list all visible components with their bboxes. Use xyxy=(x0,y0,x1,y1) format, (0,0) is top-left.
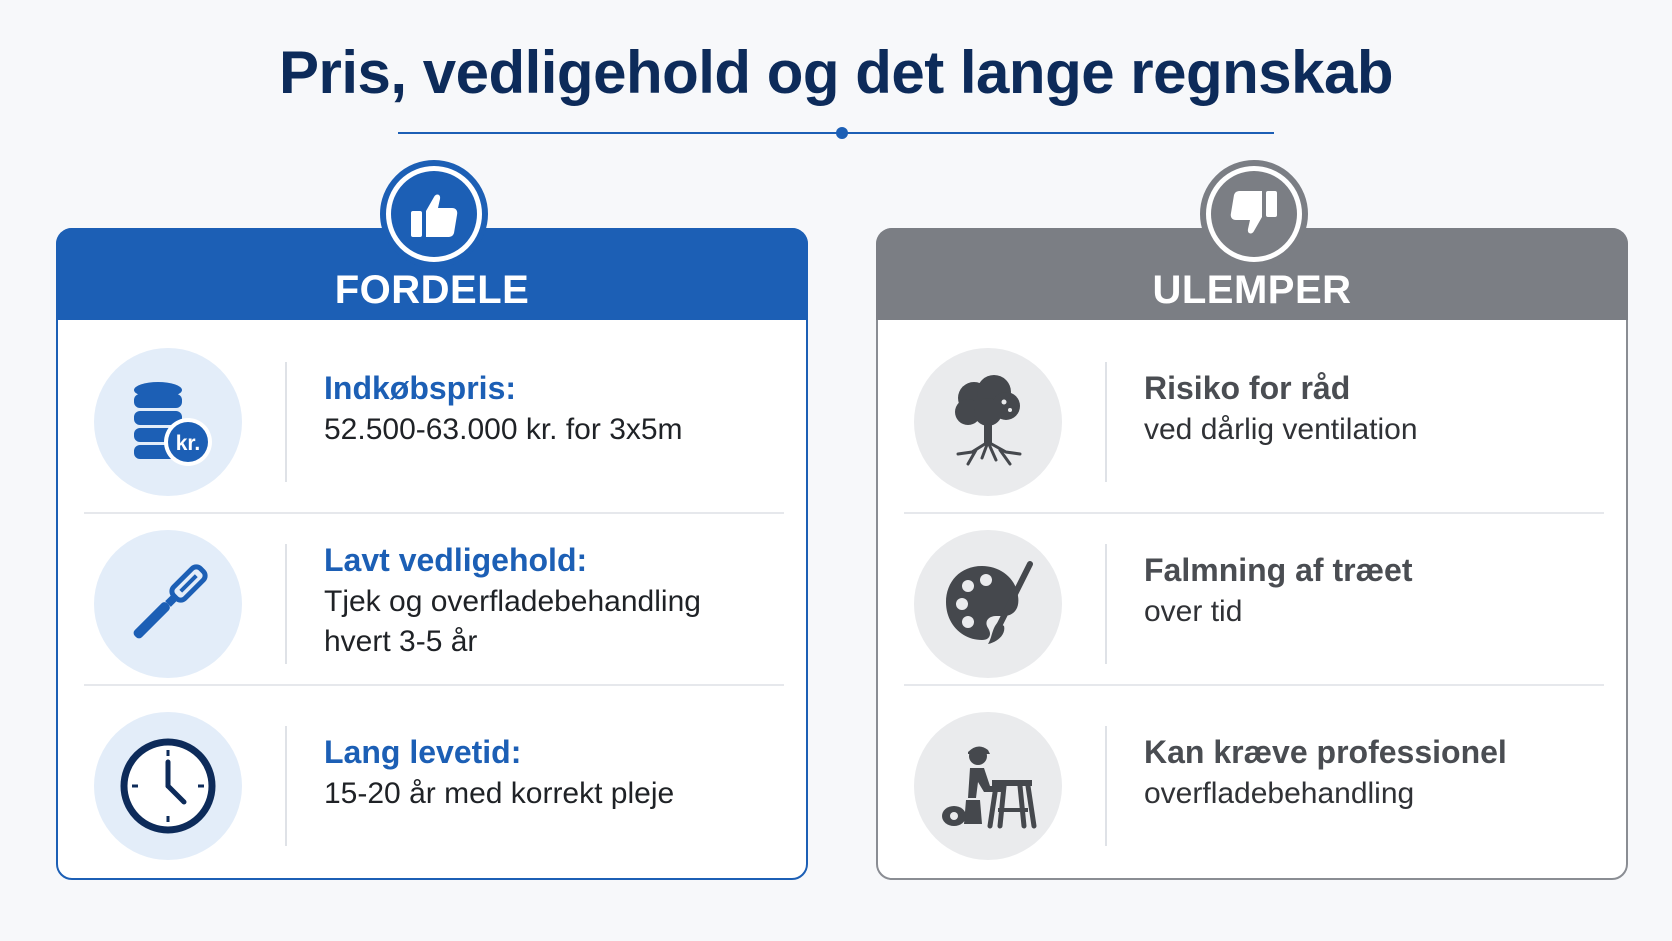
pros-item-desc: 52.500-63.000 kr. for 3x5m xyxy=(324,413,683,446)
divider xyxy=(1105,726,1107,846)
divider xyxy=(285,726,287,846)
divider xyxy=(1105,362,1107,482)
pros-item-heading: Indkøbspris: xyxy=(324,370,517,406)
cons-item-icon-circle xyxy=(914,348,1062,496)
pros-item-icon-circle xyxy=(94,530,242,678)
paint-palette-icon xyxy=(938,554,1038,654)
cons-item-heading: Falmning af træet xyxy=(1144,552,1413,588)
pros-header: FORDELE xyxy=(56,228,808,320)
title-underline-dot xyxy=(836,127,848,139)
pros-item-icon-circle xyxy=(94,348,242,496)
pros-item-desc-line-2: hvert 3-5 år xyxy=(324,625,478,658)
pros-item-desc: 15-20 år med korrekt pleje xyxy=(324,777,675,810)
thumbs-down-icon xyxy=(1227,187,1281,241)
pros-item-lifetime xyxy=(58,684,806,864)
thumbs-up-icon xyxy=(407,187,461,241)
pros-item-desc-line-1: Tjek og overfladebehandling xyxy=(324,585,701,618)
cons-item-icon-circle xyxy=(914,530,1062,678)
cons-panel xyxy=(876,228,1628,880)
pros-item-maintenance xyxy=(58,502,806,682)
cons-item-heading: Risiko for råd xyxy=(1144,370,1351,406)
cons-item-icon-circle xyxy=(914,712,1062,860)
cons-item-fading xyxy=(878,502,1626,682)
screwdriver-icon xyxy=(118,554,218,654)
divider xyxy=(285,544,287,664)
divider xyxy=(285,362,287,482)
coins-kr-icon xyxy=(118,372,218,472)
cons-header: ULEMPER xyxy=(876,228,1628,320)
cons-item-rot xyxy=(878,320,1626,500)
cons-item-desc: overfladebehandling xyxy=(1144,777,1415,810)
clock-icon xyxy=(118,736,218,836)
pros-panel xyxy=(56,228,808,880)
cons-item-desc: over tid xyxy=(1144,595,1243,628)
divider xyxy=(1105,544,1107,664)
cons-item-heading: Kan kræve professionel xyxy=(1144,734,1507,770)
cons-item-desc: ved dårlig ventilation xyxy=(1144,413,1418,446)
page-title: Pris, vedligehold og det lange regnskab xyxy=(278,39,1394,106)
rotting-tree-icon xyxy=(938,372,1038,472)
craftsman-icon xyxy=(938,736,1038,836)
pros-item-heading: Lang levetid: xyxy=(324,734,522,770)
pros-item-price xyxy=(58,320,806,500)
pros-badge xyxy=(380,160,488,268)
cons-item-professional xyxy=(878,684,1626,864)
pros-item-heading: Lavt vedligehold: xyxy=(324,542,588,578)
pros-item-icon-circle xyxy=(94,712,242,860)
cons-badge xyxy=(1200,160,1308,268)
kr-label: kr. xyxy=(175,432,201,455)
